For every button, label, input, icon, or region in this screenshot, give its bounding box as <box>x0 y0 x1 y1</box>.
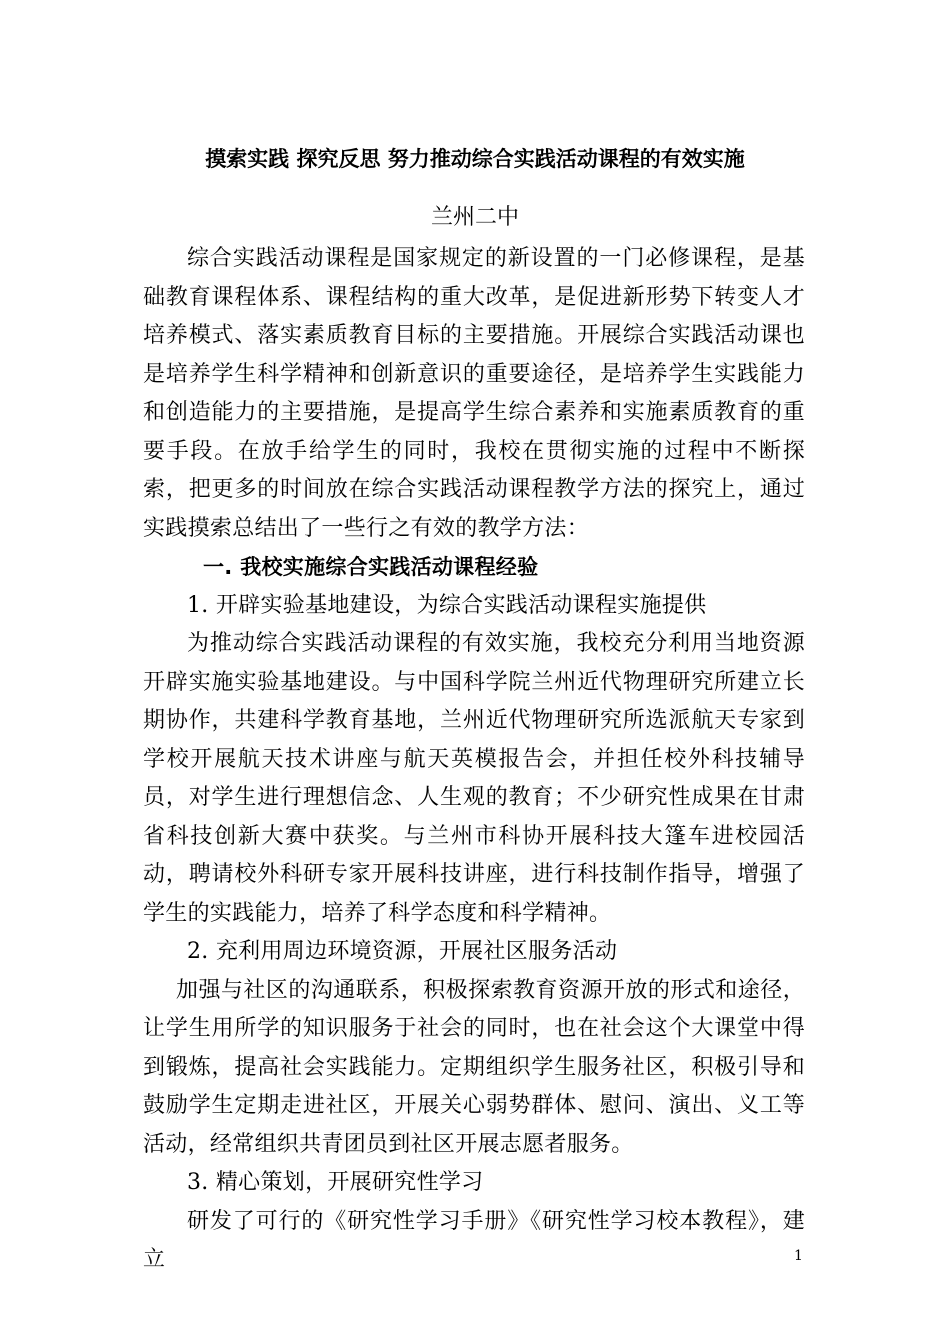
item-heading-2: 2. 充利用周边环境资源，开展社区服务活动 <box>187 939 618 964</box>
item-paragraph-2: 加强与社区的沟通联系，积极探索教育资源开放的形式和途径，让学生用所学的知识服务于社会的同时，也在社会这个大课堂中得到锻炼，提高社会实践能力。定期组织学生服务社区，积极引导和鼓励学生定期走进社区，开展关心弱势群体、慰问、演出、义工等活动，经常组织共青团员到社区开展志愿者服务。 <box>143 977 805 1157</box>
item-paragraph-1: 为推动综合实践活动课程的有效实施，我校充分利用当地资源开辟实施实验基地建设。与中国科学院兰州近代物理研究所建立长期协作，共建科学教育基地，兰州近代物理研究所选派航天专家到学校开展航天技术讲座与航天英模报告会，并担任校外科技辅导员，对学生进行理想信念、人生观的教育；不少研究性成果在甘肃省科技创新大赛中获奖。与兰州市科协开展科技大篷车进校园活动，聘请校外科研专家开展科技讲座，进行科技制作指导，增强了学生的实践能力，培养了科学态度和科学精神。 <box>143 631 805 926</box>
item-paragraph-3: 研发了可行的《研究性学习手册》《研究性学习校本教程》，建立 <box>143 1208 805 1272</box>
document-body <box>143 240 805 1280</box>
page-number: 1 <box>794 1248 803 1264</box>
document-title: 摸索实践 探究反思 努力推动综合实践活动课程的有效实施 <box>205 147 745 171</box>
section-heading-1: 一. 我校实施综合实践活动课程经验 <box>203 555 539 579</box>
intro-paragraph: 综合实践活动课程是国家规定的新设置的一门必修课程，是基础教育课程体系、课程结构的重大改革，是促进新形势下转变人才培养模式、落实素质教育目标的主要措施。开展综合实践活动课也是培养学生科学精神和创新意识的重要途径，是培养学生实践能力和创造能力的主要措施，是提高学生综合素养和实施素质教育的重要手段。在放手给学生的同时，我校在贯彻实施的过程中不断探索，把更多的时间放在综合实践活动课程教学方法的探究上，通过实践摸索总结出了一些行之有效的教学方法： <box>143 246 805 541</box>
document-author: 兰州二中 <box>430 205 519 230</box>
item-heading-3: 3. 精心策划，开展研究性学习 <box>187 1170 484 1195</box>
item-heading-1: 1. 开辟实验基地建设，为综合实践活动课程实施提供 <box>187 592 707 618</box>
